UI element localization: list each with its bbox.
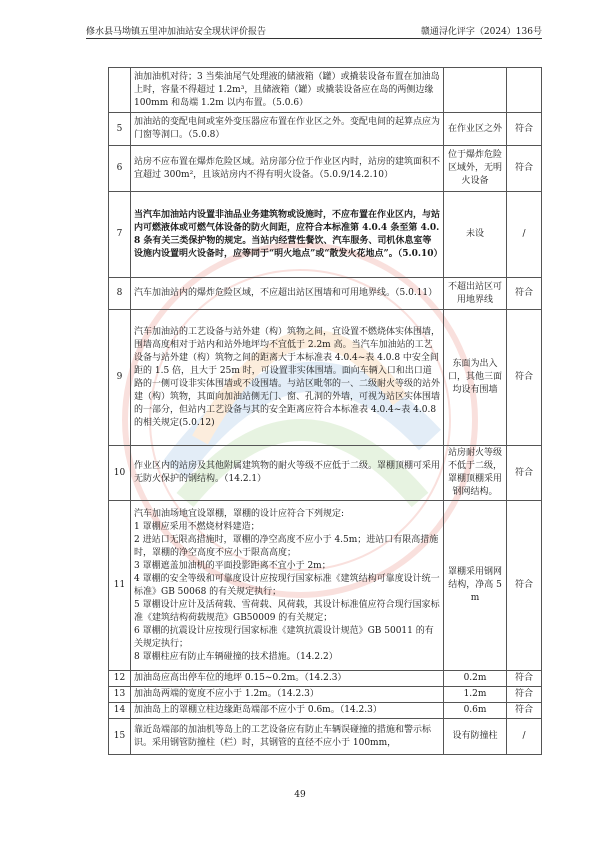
row-number: 14 bbox=[109, 703, 131, 719]
conclusion: 符合 bbox=[507, 278, 542, 310]
conclusion: / bbox=[507, 719, 542, 755]
table-row bbox=[109, 687, 542, 703]
table-row bbox=[109, 501, 542, 671]
report-title: 修水县马坳镇五里冲加油站安全现状评价报告 bbox=[86, 27, 267, 37]
table-row bbox=[109, 703, 542, 719]
actual-situation bbox=[444, 68, 507, 113]
requirement-text: 作业区内的站房及其他附属建筑物的耐火等级不应低于二级。罩棚顶棚可采用无防火保护的钢结构。（14.2.1） bbox=[131, 446, 444, 501]
requirement-line: 汽车加油场地宜设罩棚，罩棚的设计应符合下列规定: bbox=[134, 508, 345, 519]
conclusion: 符合 bbox=[507, 146, 542, 192]
requirement-text: 当汽车加油站内设置非油品业务建筑物或设施时，不应布置在作业区内，与站内可燃液体或可燃气体设备的防火间距，应符合本标准第 4.0.4 条至第 4.0.8 条有关三类保护物的规定。当站内经营性餐饮、汽车服务、司机休息室等设施内设置明火设备时，应等同于“明火地点”或“散发火花地点”。（5.0.10） bbox=[131, 192, 444, 278]
conclusion: 符合 bbox=[507, 446, 542, 501]
conclusion bbox=[507, 68, 542, 113]
requirement-text: 站房不应布置在爆炸危险区域。站房部分位于作业区内时，站房的建筑面积不宜超过 300m²，且该站房内不得有明火设备。（5.0.9/14.2.10） bbox=[131, 146, 444, 192]
row-number bbox=[109, 68, 131, 113]
conclusion: 符合 bbox=[507, 501, 542, 671]
actual-situation: 未设 bbox=[444, 192, 507, 278]
conclusion: / bbox=[507, 192, 542, 278]
actual-situation: 设有防撞柱 bbox=[444, 719, 507, 755]
requirement-line: 8 罩棚柱应有防止车辆碰撞的技术措施。（14.2.2） bbox=[134, 651, 338, 662]
actual-situation: 不超出站区可用地界线 bbox=[444, 278, 507, 310]
row-number: 6 bbox=[109, 146, 131, 192]
requirement-line: 2 进站口无限高措施时，罩棚的净空高度不应小于 4.5m；进站口有限高措施时，罩棚的净空高度不应小于限高高度； bbox=[134, 534, 439, 558]
requirement-text: 加油站的变配电间或室外变压器应布置在作业区之外。变配电间的起算点应为门窗等洞口。（5.0.8） bbox=[131, 113, 444, 146]
table-row bbox=[109, 113, 542, 146]
conclusion: 符合 bbox=[507, 703, 542, 719]
actual-situation: 位于爆炸危险区域外，无明火设备 bbox=[444, 146, 507, 192]
requirement-text: 汽车加油站内的爆炸危险区域，不应超出站区围墙和可用地界线。（5.0.11） bbox=[131, 278, 444, 310]
row-number: 7 bbox=[109, 192, 131, 278]
conclusion: 符合 bbox=[507, 687, 542, 703]
actual-situation: 站房耐火等级不低于二级，罩棚顶棚采用钢网结构。 bbox=[444, 446, 507, 501]
table-row bbox=[109, 192, 542, 278]
requirement-text: 加油岛两端的宽度不应小于 1.2m。（14.2.3） bbox=[131, 687, 444, 703]
actual-situation: 0.2m bbox=[444, 671, 507, 687]
table-row bbox=[109, 446, 542, 501]
actual-situation: 罩棚采用钢网结构，净高 5m bbox=[444, 501, 507, 671]
row-number: 12 bbox=[109, 671, 131, 687]
page-number: 49 bbox=[294, 790, 306, 800]
requirement-line: 1 罩棚应采用不燃烧材料建造； bbox=[134, 521, 260, 532]
actual-situation: 0.6m bbox=[444, 703, 507, 719]
actual-situation: 东面为出入口，其他三面均设有围墙 bbox=[444, 310, 507, 446]
table-row bbox=[109, 719, 542, 755]
report-number: 赣通浔化评字（2024）136号 bbox=[420, 27, 542, 37]
row-number: 15 bbox=[109, 719, 131, 755]
row-number: 9 bbox=[109, 310, 131, 446]
table-row bbox=[109, 146, 542, 192]
conclusion: 符合 bbox=[507, 310, 542, 446]
table-row bbox=[109, 671, 542, 687]
requirement-text: 汽车加油站的工艺设备与站外建（构）筑物之间，宜设置不燃烧体实体围墙，围墙高度相对于站内和站外地坪均不宜低于 2.2m 高。当汽车加油站的工艺设备与站外建（构）筑物之间的距离大于本标准表 4.0.4~表 4.0.8 中安全间距的 1.5 倍，且大于 25m 时，可设置非实体围墙。面向车辆入口和出口道路的一侧可设非实体围墙或不设围墙。与站区毗邻的一、二级耐火等级的站外建（构）筑物，其面向加油站侧无门、窗、孔洞的外墙，可视为站区实体围墙的一部分，但站内工艺设备与其的安全距离应符合本标准表 4.0.4~表 4.0.8 的相关规定(5.0.12) bbox=[131, 310, 444, 446]
conclusion: 符合 bbox=[507, 671, 542, 687]
row-number: 10 bbox=[109, 446, 131, 501]
requirement-line: 6 罩棚的抗震设计应按现行国家标准《建筑抗震设计规范》GB 50011 的有关规定执行； bbox=[134, 625, 434, 649]
requirement-line: 4 罩棚的安全等级和可靠度设计应按现行国家标准《建筑结构可靠度设计统一标准》GB 50068 的有关规定执行； bbox=[134, 573, 440, 597]
actual-situation: 1.2m bbox=[444, 687, 507, 703]
actual-situation: 在作业区之外 bbox=[444, 113, 507, 146]
table-row bbox=[109, 310, 542, 446]
requirement-text: 油加油机对待；3 当柴油尾气处理液的储液箱（罐）或撬装设备布置在加油岛上时，容量不得超过 1.2m³，且储液箱（罐）或撬装设备应在岛的两侧边缘 100mm 和岛端 1.2m 以内布置。（5.0.6） bbox=[131, 68, 444, 113]
row-number: 11 bbox=[109, 501, 131, 671]
evaluation-table bbox=[108, 67, 542, 755]
requirement-line: 3 罩棚遮盖加油机的平面投影距离不宜小于 2m； bbox=[134, 560, 331, 571]
page-header bbox=[86, 22, 542, 39]
requirement-text: 加油岛应高出停车位的地坪 0.15~0.2m。（14.2.3） bbox=[131, 671, 444, 687]
requirement-text: 加油岛上的罩棚立柱边缘距岛端部不应小于 0.6m。（14.2.3） bbox=[131, 703, 444, 719]
row-number: 8 bbox=[109, 278, 131, 310]
row-number: 5 bbox=[109, 113, 131, 146]
requirement-line: 5 罩棚设计应计及活荷载、雪荷载、风荷载，其设计标准值应符合现行国家标准《建筑结构荷载规范》GB50009 的有关规定； bbox=[134, 599, 440, 623]
table-row bbox=[109, 278, 542, 310]
table-row bbox=[109, 68, 542, 113]
row-number: 13 bbox=[109, 687, 131, 703]
requirement-text: 靠近岛端部的加油机等岛上的工艺设备应有防止车辆误碰撞的措施和警示标识。采用钢管防撞柱（栏）时，其钢管的直径不应小于 100mm， bbox=[131, 719, 444, 755]
conclusion: 符合 bbox=[507, 113, 542, 146]
requirement-text bbox=[131, 501, 444, 671]
